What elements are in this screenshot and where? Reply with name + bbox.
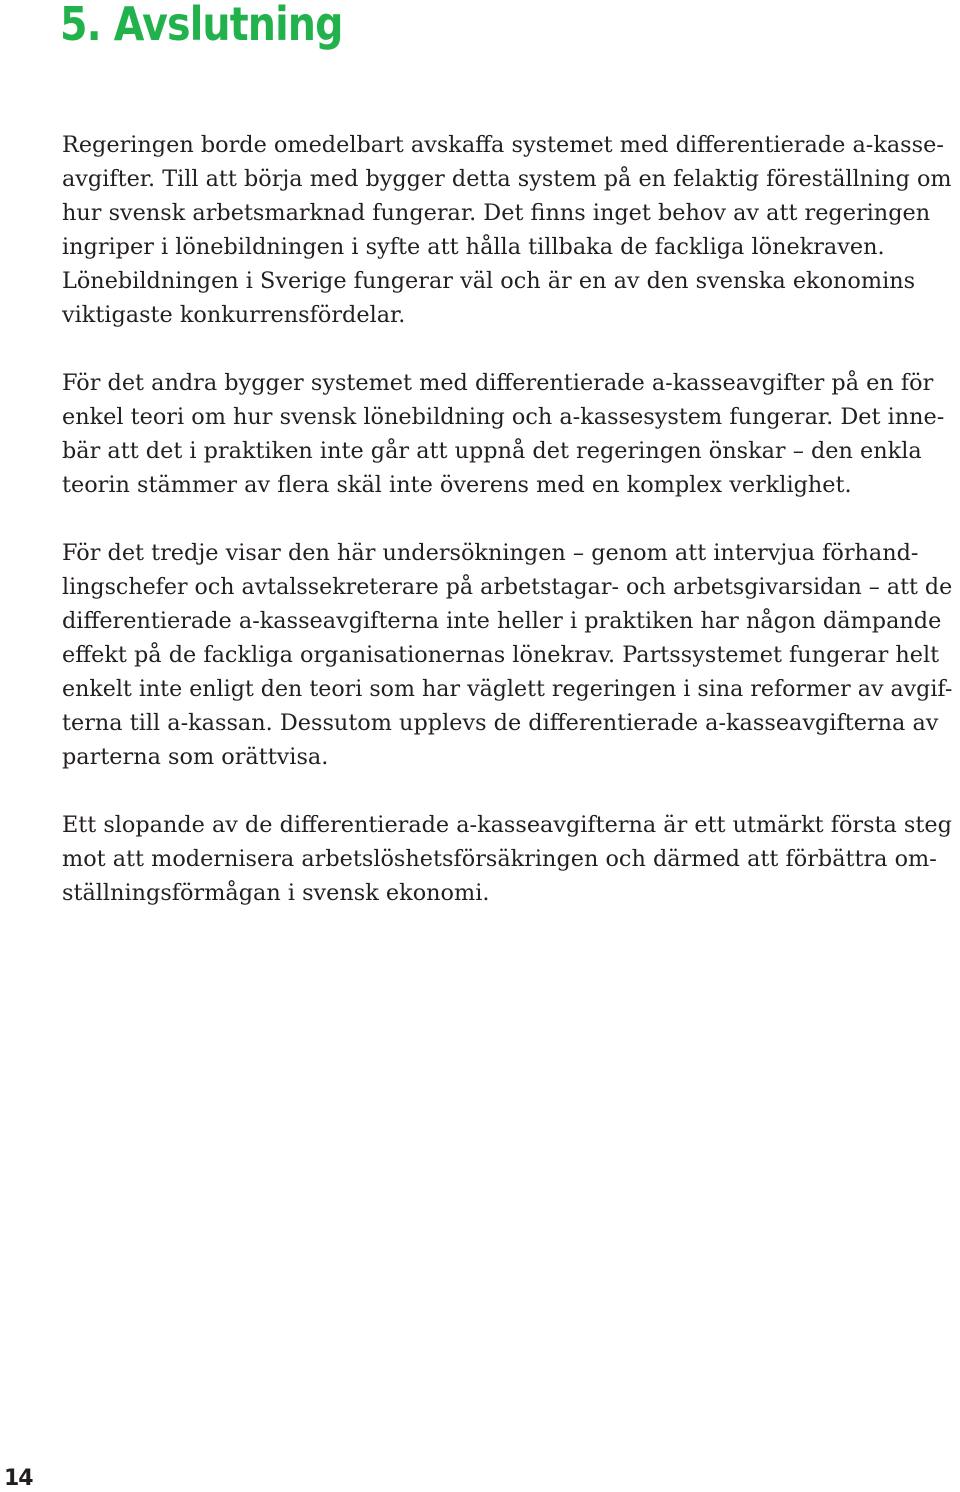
text-line: enkelt inte enligt den teori som har väglett regeringen i sina reformer av avgif- (62, 676, 953, 702)
text-line: parterna som orättvisa. (62, 744, 329, 770)
text-line: För det andra bygger systemet med differentierade a-kasseavgifter på en för (62, 370, 934, 396)
paragraph (62, 366, 958, 502)
text-line: enkel teori om hur svensk lönebildning och a-kassesystem fungerar. Det inne- (62, 404, 945, 430)
paragraph (62, 808, 958, 910)
text-line: effekt på de fackliga organisationernas lönekrav. Partssystemet fungerar helt (62, 642, 940, 668)
page-number: 14 (4, 1466, 33, 1491)
text-line: Ett slopande av de differentierade a-kasseavgifterna är ett utmärkt första steg (62, 812, 952, 838)
body-text (62, 128, 958, 944)
text-line: bär att det i praktiken inte går att uppnå det regeringen önskar – den enkla (62, 438, 922, 464)
text-line: ingriper i lönebildningen i syfte att hålla tillbaka de fackliga lönekraven. (62, 234, 885, 260)
text-line: terna till a-kassan. Dessutom upplevs de differentierade a-kasseavgifterna av (62, 710, 939, 736)
paragraph (62, 128, 958, 332)
text-line: hur svensk arbetsmarknad fungerar. Det finns inget behov av att regeringen (62, 200, 931, 226)
text-line: För det tredje visar den här undersökningen – genom att intervjua förhand- (62, 540, 919, 566)
text-line: avgifter. Till att börja med bygger detta system på en felaktig föreställning om (62, 166, 952, 192)
paragraph (62, 536, 958, 774)
section-heading: 5. Avslutning (60, 0, 343, 51)
text-line: mot att modernisera arbetslöshetsförsäkringen och därmed att förbättra om- (62, 846, 937, 872)
text-line: lingschefer och avtalssekreterare på arbetstagar- och arbetsgivarsidan – att de (62, 574, 953, 600)
text-line: teorin stämmer av flera skäl inte överens med en komplex verklighet. (62, 472, 852, 498)
text-line: viktigaste konkurrensfördelar. (62, 302, 406, 328)
text-line: ställningsförmågan i svensk ekonomi. (62, 880, 490, 906)
text-line: Regeringen borde omedelbart avskaffa systemet med differentierade a-kasse- (62, 132, 944, 158)
text-line: Lönebildningen i Sverige fungerar väl och är en av den svenska ekonomins (62, 268, 916, 294)
text-line: differentierade a-kasseavgifterna inte heller i praktiken har någon dämpande (62, 608, 942, 634)
